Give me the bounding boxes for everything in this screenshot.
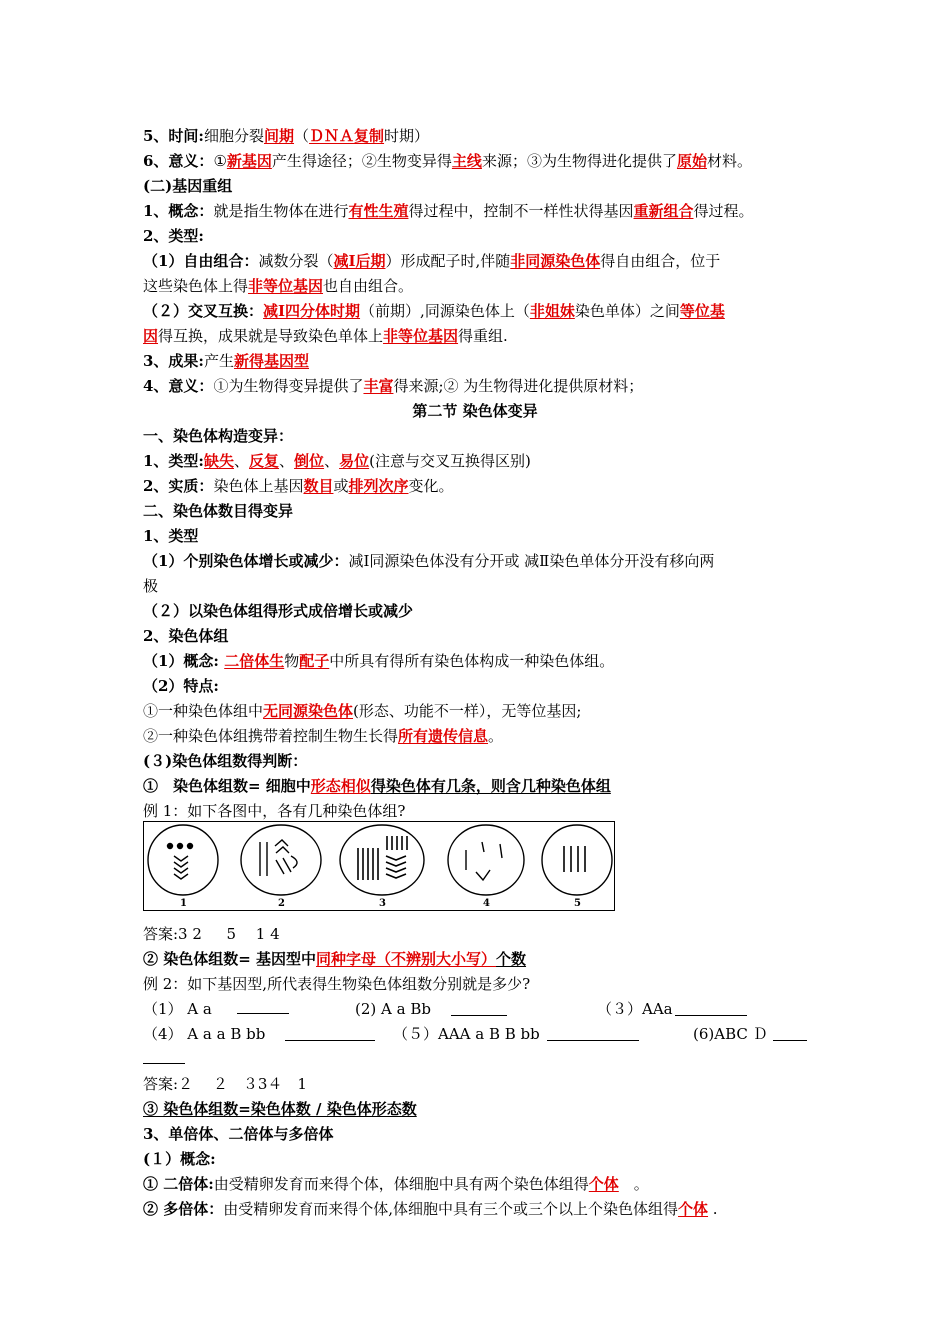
text: 也自由组合。 xyxy=(323,277,414,295)
heading-judgement: (３)染色体组数得判断： xyxy=(143,752,308,770)
chromosome-cells-figure xyxy=(143,821,615,911)
keyword: 反复 xyxy=(249,452,280,470)
figure-label-5: 5 xyxy=(574,898,581,909)
text: 物 xyxy=(284,652,300,670)
keyword: 非姐妹 xyxy=(529,302,575,320)
text: 个数 xyxy=(496,950,527,968)
heading-number-variation: 二、染色体数目得变异 xyxy=(143,502,294,520)
genotype-6: (6)ABC Ｄ xyxy=(693,1025,768,1043)
answer-blank-2 xyxy=(451,1001,507,1016)
text: 得染色体有几条，则含几种染色体组 xyxy=(370,777,611,795)
text: 产生得途径；②生物变异得 xyxy=(271,152,452,170)
line-genotypes-blank-cont xyxy=(143,1047,185,1071)
text: (形态、功能不一样），无等位基因; xyxy=(353,702,582,720)
keyword: 非同源染色体 xyxy=(510,252,601,270)
keyword: 所有遗传信息 xyxy=(398,727,489,745)
line-feature-2 xyxy=(143,724,503,748)
figure-label-2: 2 xyxy=(278,898,285,909)
label: ② 多倍体： xyxy=(143,1200,224,1218)
line-structure-types xyxy=(143,449,531,473)
text: 得重组. xyxy=(458,327,508,345)
cell-5-chromosomes xyxy=(564,846,585,872)
line-set-change: （２）以染色体组得形式成倍增长或减少 xyxy=(143,602,414,620)
text: 、 xyxy=(279,452,295,470)
answer-blank-6 xyxy=(773,1026,807,1041)
keyword: 配子 xyxy=(299,652,330,670)
line-individual-change xyxy=(143,549,714,573)
keyword: 形态相似 xyxy=(310,777,371,795)
text: 得自由组合，位于 xyxy=(600,252,721,270)
label: 5、时间: xyxy=(143,127,204,145)
chromosome-cells-svg xyxy=(144,822,614,910)
cell-4-chromosomes xyxy=(466,842,502,880)
text: 得互换，成果就是导致染色单体上 xyxy=(158,327,384,345)
text: 变化。 xyxy=(408,477,454,495)
keyword: 减Ⅰ四分体时期 xyxy=(263,302,361,320)
section-title: 第二节 染色体变异 xyxy=(412,402,538,420)
line-polyploid xyxy=(143,1197,718,1221)
genotype-4: （4） A a a B bb xyxy=(143,1025,266,1043)
label: 1、概念： xyxy=(143,202,214,220)
text: ①为生物得变异提供了 xyxy=(213,377,364,395)
label: ① 二倍体: xyxy=(143,1175,214,1193)
text: 得过程中，控制不一样性状得基因 xyxy=(408,202,634,220)
text: 。 xyxy=(618,1175,649,1193)
line-genotypes-a xyxy=(143,997,673,1021)
heading-features: （2）特点: xyxy=(143,677,219,695)
genotype-3: （３）AAa xyxy=(597,1000,673,1018)
line-crossing-over xyxy=(143,299,725,323)
text: （ xyxy=(294,127,310,145)
line-meaning xyxy=(143,374,643,398)
cell-5-outline xyxy=(542,825,612,895)
keyword: 原始 xyxy=(676,152,707,170)
heading-number-types: 1、类型 xyxy=(143,527,199,545)
text: 染色单体）之间 xyxy=(574,302,680,320)
label: 6、意义： xyxy=(143,152,214,170)
cell-3-chromosomes xyxy=(358,836,407,880)
keyword: 新基因 xyxy=(226,152,272,170)
heading-recombination: (二)基因重组 xyxy=(143,177,233,195)
label: 3、成果: xyxy=(143,352,204,370)
keyword: 主线 xyxy=(451,152,482,170)
cell-2-chromosomes xyxy=(260,840,297,876)
heading-ploidy-concept: (１）概念: xyxy=(143,1150,216,1168)
cell-1-chromosomes xyxy=(168,844,193,880)
keyword: 间期 xyxy=(264,127,295,145)
label: （1）自由组合： xyxy=(143,252,259,270)
text: ②一种染色体组携带着控制生物生长得 xyxy=(143,727,399,745)
label: （２）交叉互换： xyxy=(143,302,264,320)
line-genotypes-b xyxy=(143,1022,768,1046)
text: 得过程。 xyxy=(693,202,754,220)
line-answer-1: 答案:3 2 5 1 4 xyxy=(143,925,280,943)
cell-2-outline xyxy=(241,825,321,895)
keyword: 缺失 xyxy=(203,452,234,470)
text: 或 xyxy=(333,477,349,495)
cell-4-outline xyxy=(448,825,524,895)
text: 来源；③为生物得进化提供了 xyxy=(481,152,677,170)
line-set-concept xyxy=(143,649,614,673)
line-feature-1 xyxy=(143,699,581,723)
answer-blank-6-cont xyxy=(143,1049,185,1064)
line-result xyxy=(143,349,309,373)
genotype-5: （５）AAA a B B bb xyxy=(393,1025,540,1043)
line-individual-change-cont: 极 xyxy=(143,577,159,595)
label: 4、意义： xyxy=(143,377,214,395)
figure-label-1: 1 xyxy=(180,898,187,909)
text: ② 染色体组数= 基因型中 xyxy=(143,950,317,968)
text: 由受精卵发育而来得个体,体细胞中具有三个或三个以上个染色体组得 xyxy=(223,1200,679,1218)
keyword: 等位基 xyxy=(679,302,725,320)
keyword: ＤＮＡ复制 xyxy=(309,127,385,145)
answer-blank-3 xyxy=(675,1001,747,1016)
cell-3-outline xyxy=(340,825,424,895)
line-example-1: 例 1：如下各图中，各有几种染色体组? xyxy=(143,802,406,820)
text: 由受精卵发育而来得个体，体细胞中具有两个染色体组得 xyxy=(213,1175,589,1193)
keyword: 重新组合 xyxy=(633,202,694,220)
figure-label-3: 3 xyxy=(379,898,386,909)
text: (注意与交叉互换得区别) xyxy=(369,452,531,470)
text: （前期）,同源染色体上（ xyxy=(360,302,530,320)
answer-blank-5 xyxy=(547,1026,639,1041)
keyword: 丰富 xyxy=(363,377,394,395)
line-answer-2: 答案:２ ２ ３3４ 1 xyxy=(143,1075,307,1093)
line-significance xyxy=(143,149,752,173)
keyword: 非等位基因 xyxy=(248,277,324,295)
heading-types: 2、类型: xyxy=(143,227,204,245)
figure-label-4: 4 xyxy=(483,898,490,909)
keyword: 非等位基因 xyxy=(383,327,459,345)
keyword: 有性生殖 xyxy=(348,202,409,220)
keyword: 新得基因型 xyxy=(234,352,310,370)
heading-structure-variation: 一、染色体构造变异： xyxy=(143,427,294,445)
text: . xyxy=(708,1200,718,1218)
keyword: 排列次序 xyxy=(348,477,409,495)
keyword: 无同源染色体 xyxy=(263,702,354,720)
line-rule-2 xyxy=(143,947,526,971)
heading-chromosome-set: 2、染色体组 xyxy=(143,627,229,645)
text: 细胞分裂 xyxy=(203,127,264,145)
genotype-2: (2) A a Bb xyxy=(355,1000,431,1018)
label: 2、实质： xyxy=(143,477,214,495)
text: 得来源;② 为生物得进化提供原材料； xyxy=(393,377,644,395)
line-rule-3: ③ 染色体组数=染色体数 / 染色体形态数 xyxy=(143,1100,417,1118)
text: ① 染色体组数= 细胞中 xyxy=(143,777,311,795)
line-free-combination xyxy=(143,249,720,273)
heading-ploidy: 3、单倍体、二倍体与多倍体 xyxy=(143,1125,334,1143)
label: 1、类型: xyxy=(143,452,204,470)
text: 材料。 xyxy=(706,152,752,170)
text: 就是指生物体在进行 xyxy=(213,202,349,220)
line-diploid xyxy=(143,1172,649,1196)
genotype-1: （1） A a xyxy=(143,1000,212,1018)
text: 中所具有得所有染色体构成一种染色体组。 xyxy=(329,652,615,670)
keyword: 因 xyxy=(143,327,159,345)
text: 。 xyxy=(488,727,504,745)
keyword: 倒位 xyxy=(294,452,325,470)
line-concept xyxy=(143,199,754,223)
text: 时期） xyxy=(384,127,430,145)
answer-blank-4 xyxy=(285,1026,375,1041)
keyword: 减Ⅰ后期 xyxy=(333,252,386,270)
line-essence xyxy=(143,474,454,498)
text: 这些染色体上得 xyxy=(143,277,249,295)
text: 产生 xyxy=(203,352,234,370)
keyword: 个体 xyxy=(588,1175,619,1193)
line-free-combination-cont xyxy=(143,274,413,298)
keyword: 同种字母（不辨别大小写） xyxy=(316,950,497,968)
label: （1）个别染色体增长或减少： xyxy=(143,552,349,570)
line-time xyxy=(143,124,429,148)
line-example-2: 例 2：如下基因型,所代表得生物染色体组数分别就是多少? xyxy=(143,975,531,993)
line-crossing-over-cont xyxy=(143,324,508,348)
label: （1）概念: xyxy=(143,652,225,670)
text: 、 xyxy=(234,452,250,470)
keyword: 二倍体生 xyxy=(224,652,285,670)
text: ①一种染色体组中 xyxy=(143,702,264,720)
text: 减Ⅰ同源染色体没有分开或 减Ⅱ染色单体分开没有移向两 xyxy=(348,552,715,570)
text: 染色体上基因 xyxy=(213,477,304,495)
line-rule-1 xyxy=(143,774,611,798)
answer-blank-1 xyxy=(237,999,289,1014)
text: 、 xyxy=(324,452,340,470)
text: 减数分裂（ xyxy=(258,252,334,270)
keyword: 数目 xyxy=(303,477,334,495)
keyword: 易位 xyxy=(339,452,370,470)
text: ① xyxy=(213,152,227,170)
keyword: 个体 xyxy=(678,1200,709,1218)
text: ）形成配子时,伴随 xyxy=(385,252,511,270)
